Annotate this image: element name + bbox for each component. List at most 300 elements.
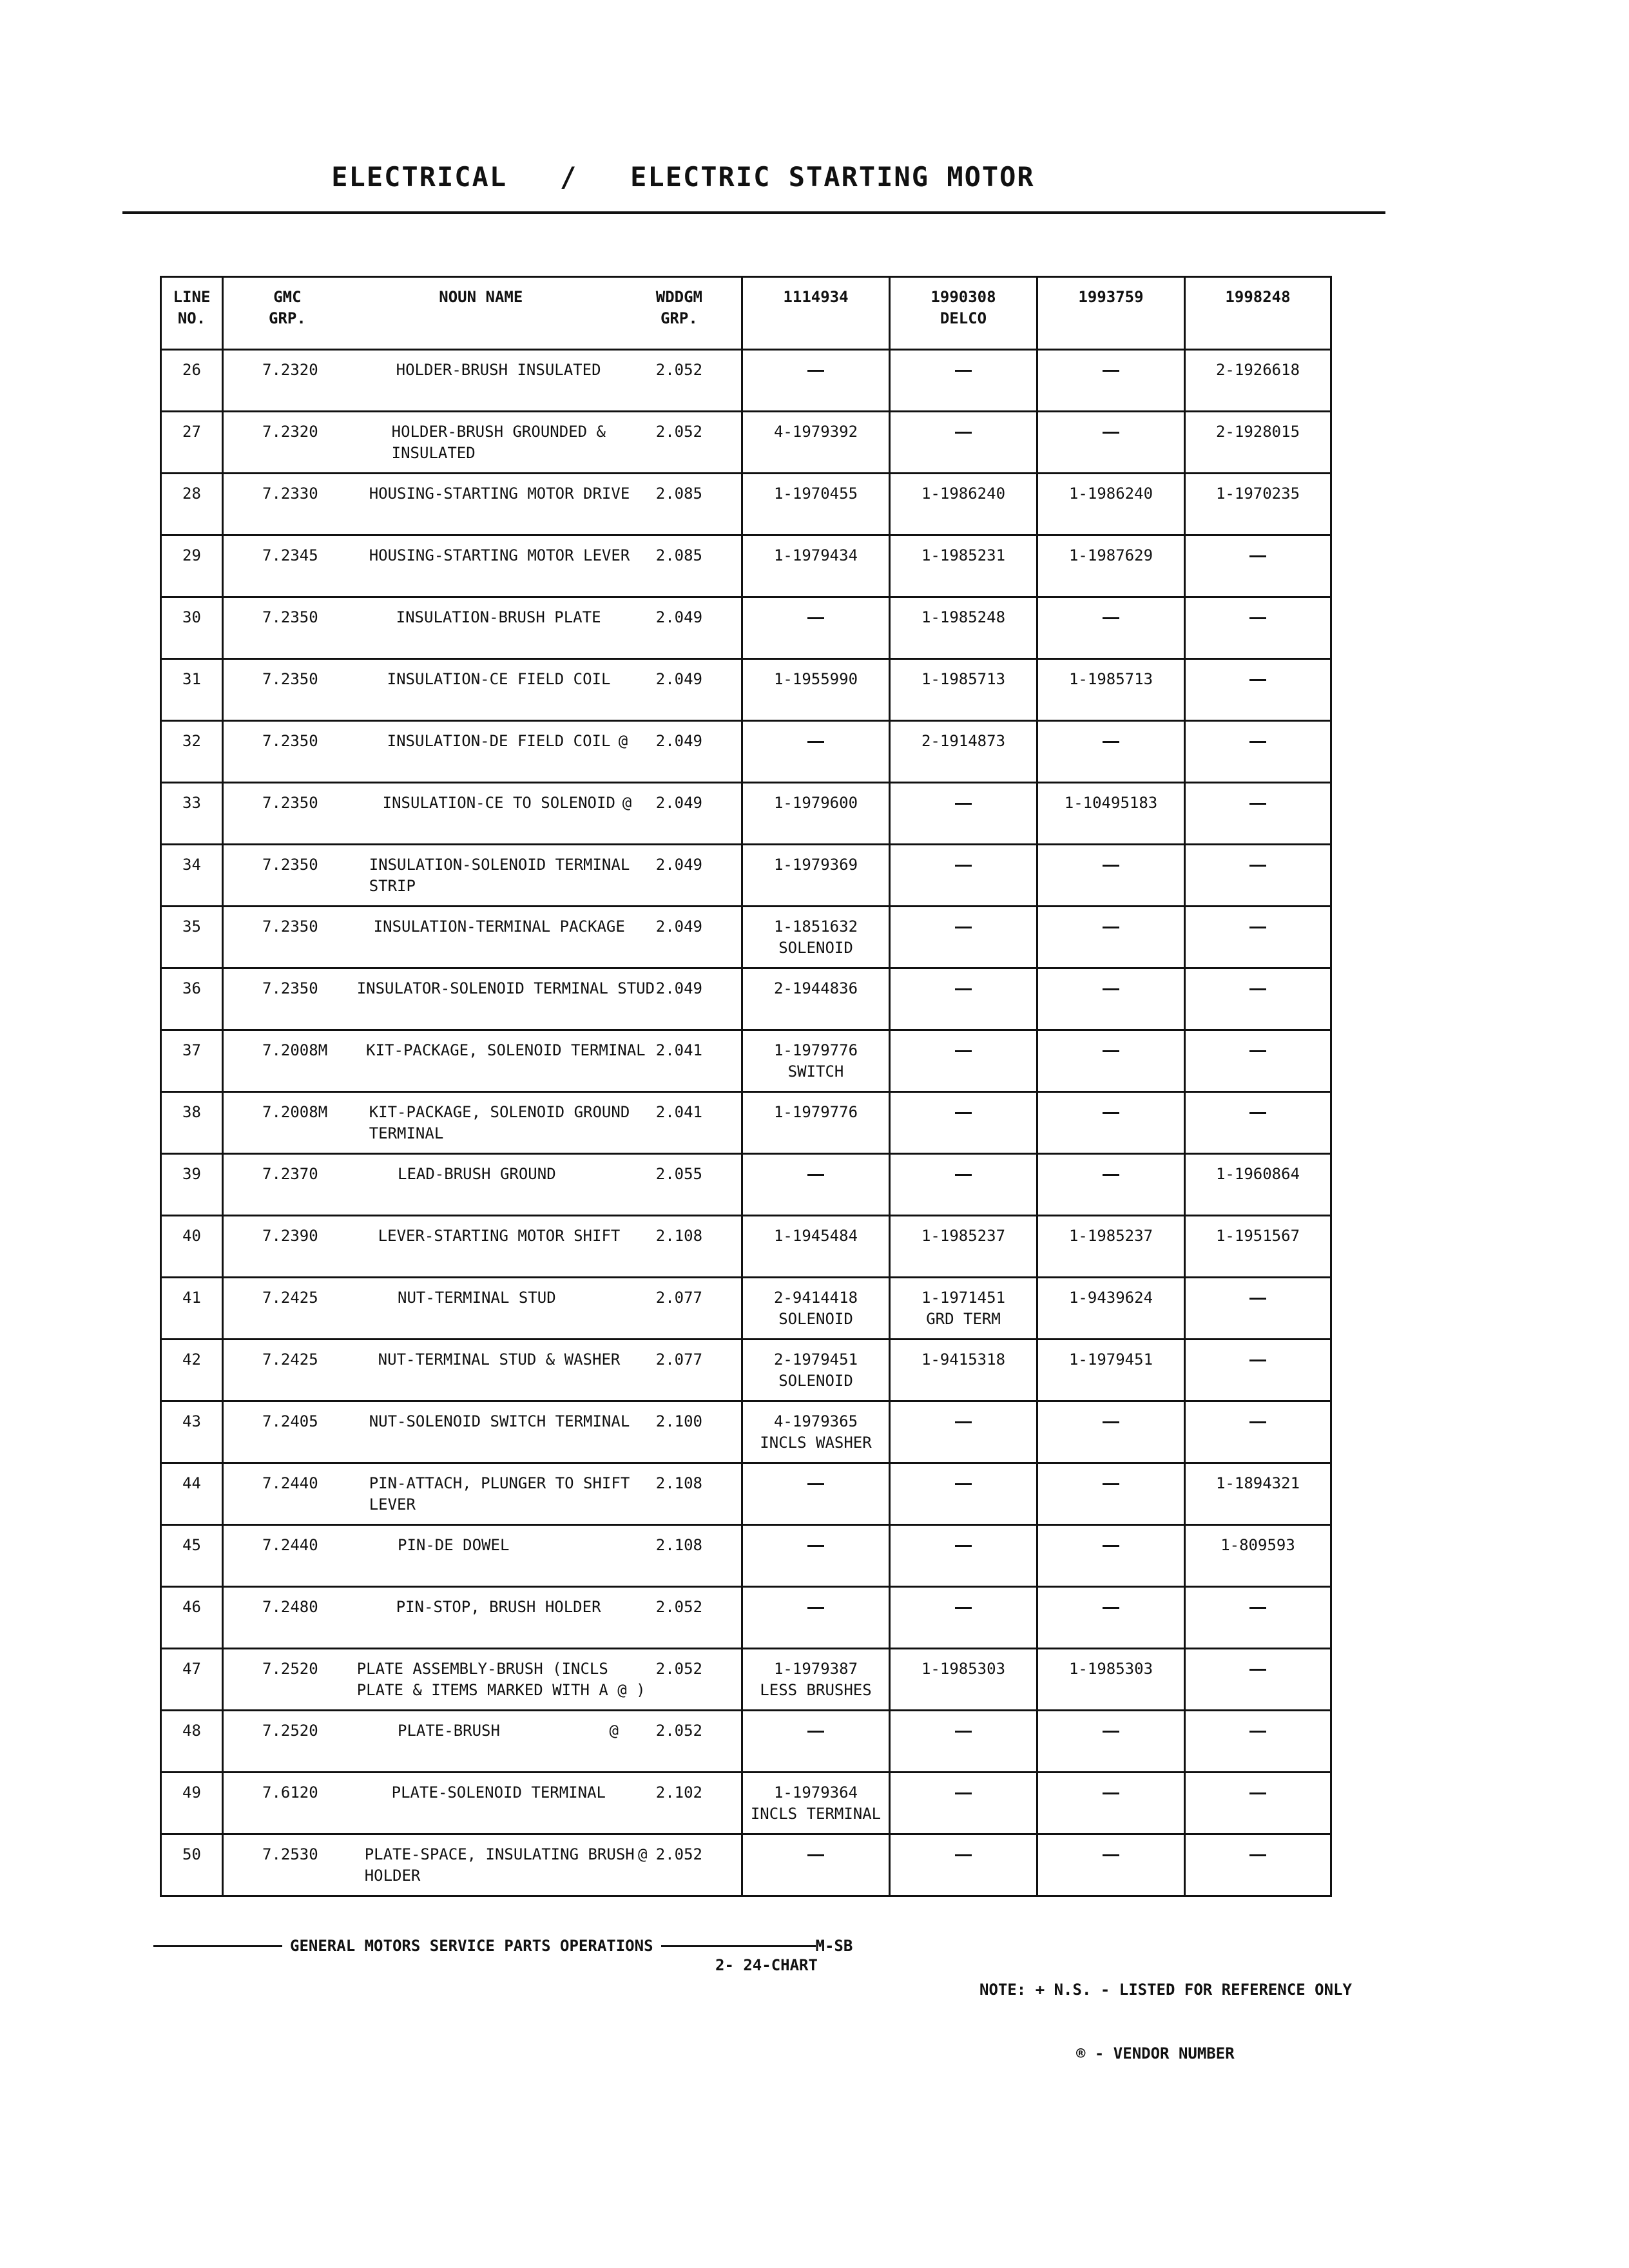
part-number-cell	[742, 1216, 890, 1278]
part-number: 1-10495183	[1064, 794, 1158, 812]
part-number: 1-1985231	[921, 546, 1006, 564]
noun-name	[353, 421, 606, 464]
noun-name	[331, 1411, 630, 1432]
gmc-group-text: 7.2520	[262, 1722, 318, 1740]
noun-name-line: INSULATION-SOLENOID TERMINAL	[369, 856, 630, 874]
part-number-cell	[742, 968, 890, 1030]
wdgm-group	[643, 545, 741, 566]
noun-name	[331, 1102, 630, 1144]
line-number-text: 47	[182, 1660, 201, 1678]
table-row	[161, 597, 1331, 659]
part-description-box	[224, 1535, 741, 1556]
part-number-cell	[890, 1401, 1037, 1463]
gmc-group-text: 7.2350	[262, 732, 318, 750]
noun-name-line: PLATE & ITEMS MARKED WITH A @ )	[356, 1681, 646, 1699]
not-applicable-dash	[1249, 988, 1266, 990]
line-number-text: 33	[182, 794, 201, 812]
part-number-cell	[1037, 1711, 1185, 1773]
wdgm-group-text: 2.052	[655, 361, 703, 379]
noun-name	[349, 731, 611, 752]
not-applicable-dash	[807, 1854, 824, 1856]
line-number	[161, 1649, 223, 1711]
part-description-box	[224, 483, 741, 505]
line-number-text: 29	[182, 546, 201, 564]
part-number: 1-9415318	[921, 1350, 1006, 1369]
table-row	[161, 1278, 1331, 1340]
noun-name-line: INSULATION-TERMINAL PACKAGE	[373, 918, 625, 936]
part-description-box	[224, 1287, 741, 1309]
line-number	[161, 721, 223, 783]
line-number-text: 27	[182, 423, 201, 441]
noun-name	[340, 1225, 621, 1247]
noun-name-line: INSULATION-DE FIELD COIL	[387, 732, 611, 750]
gmc-group-text: 7.2350	[262, 608, 318, 626]
vendor-marker	[599, 1287, 619, 1309]
line-number	[161, 1216, 223, 1278]
noun-name-line: INSULATION-BRUSH PLATE	[396, 608, 601, 626]
line-number	[161, 474, 223, 535]
line-number	[161, 1092, 223, 1154]
part-description-cell	[223, 412, 742, 474]
part-description-cell	[223, 1092, 742, 1154]
gmc-group	[224, 1844, 326, 1887]
part-description-cell	[223, 597, 742, 659]
part-number-cell	[742, 721, 890, 783]
noun-name	[358, 607, 601, 628]
not-applicable-dash	[1249, 1854, 1266, 1856]
part-number-cell	[1037, 659, 1185, 721]
page-title: ELECTRICAL / ELECTRIC STARTING MOTOR	[331, 161, 1035, 193]
part-number-cell	[742, 350, 890, 412]
part-number-cell	[1185, 1154, 1331, 1216]
not-applicable-dash	[807, 1174, 824, 1176]
gmc-group-text: 7.2320	[262, 423, 318, 441]
part-number-cell	[1037, 1092, 1185, 1154]
gmc-group-text: 7.2440	[262, 1536, 318, 1554]
part-number-cell	[1037, 1216, 1185, 1278]
wdgm-group-text: 2.049	[655, 856, 702, 874]
not-applicable-dash	[1249, 927, 1266, 928]
not-applicable-dash	[1249, 1112, 1266, 1114]
part-number-cell	[1185, 1711, 1331, 1773]
part-number-cell	[1185, 1649, 1331, 1711]
wdgm-group	[656, 1658, 741, 1701]
part-number: 1-1894321	[1215, 1474, 1300, 1492]
gmc-group-text: 7.2405	[262, 1412, 318, 1430]
wdgm-group	[643, 1473, 741, 1515]
noun-name	[359, 1164, 599, 1185]
table-row	[161, 1773, 1331, 1834]
table-row	[161, 1030, 1331, 1092]
part-number-cell	[1037, 350, 1185, 412]
not-applicable-dash	[1103, 1050, 1119, 1052]
part-number-cell	[742, 1463, 890, 1525]
vendor-marker-text: @	[638, 1845, 648, 1863]
wdgm-group	[639, 916, 741, 937]
not-applicable-dash	[1103, 1731, 1119, 1733]
header-part-column	[742, 277, 890, 350]
part-description-box	[224, 360, 741, 381]
vendor-marker	[630, 854, 643, 897]
part-number-cell	[890, 1463, 1037, 1525]
table-row	[161, 907, 1331, 968]
part-number-cell	[890, 474, 1037, 535]
line-number	[161, 968, 223, 1030]
part-number-cell	[742, 845, 890, 907]
part-number-cell	[1185, 907, 1331, 968]
line-number	[161, 659, 223, 721]
noun-name	[335, 916, 625, 937]
not-applicable-dash	[955, 1545, 972, 1547]
part-number-cell	[890, 845, 1037, 907]
not-applicable-dash	[1103, 617, 1119, 619]
gmc-group	[224, 1597, 358, 1618]
header-noun-inner	[224, 287, 741, 329]
footer-publisher: GENERAL MOTORS SERVICE PARTS OPERATIONS	[290, 1937, 653, 1955]
part-number-cell	[742, 535, 890, 597]
part-number-cell	[1037, 1463, 1185, 1525]
gmc-group-text: 7.2530	[262, 1845, 318, 1863]
gmc-group	[224, 1102, 331, 1144]
noun-name	[358, 360, 601, 381]
part-number: 1-1955990	[773, 670, 858, 688]
footer-left	[153, 1937, 853, 1955]
not-applicable-dash	[1103, 1483, 1119, 1485]
part-number: 2-1928015	[1215, 423, 1300, 441]
line-number	[161, 1463, 223, 1525]
part-number: 1-1985237	[1068, 1227, 1153, 1245]
header-part-column	[1185, 277, 1331, 350]
gmc-group	[224, 731, 349, 752]
noun-name-line: KIT-PACKAGE, SOLENOID TERMINAL	[366, 1041, 646, 1059]
gmc-group-text: 7.2520	[262, 1660, 318, 1678]
part-description-box	[224, 1349, 741, 1370]
part-description-cell	[223, 1834, 742, 1896]
line-number	[161, 1154, 223, 1216]
part-number: 1-1979364	[773, 1783, 858, 1802]
not-applicable-dash	[1103, 1792, 1119, 1794]
part-description-cell	[223, 474, 742, 535]
not-applicable-dash	[1249, 1792, 1266, 1794]
part-number: 1-1986240	[921, 485, 1006, 503]
vendor-marker	[599, 1535, 619, 1556]
part-number: 1-1987629	[1068, 546, 1153, 564]
noun-name-line: INSULATION-CE FIELD COIL	[387, 670, 611, 688]
noun-name-line: HOUSING-STARTING MOTOR LEVER	[369, 546, 630, 564]
wdgm-group-text: 2.100	[655, 1412, 702, 1430]
header-gmc-grp	[224, 287, 306, 329]
noun-name	[331, 854, 630, 897]
vendor-marker	[610, 731, 628, 752]
not-applicable-dash	[807, 1731, 824, 1733]
noun-name-line: LEAD-BRUSH GROUND	[398, 1165, 556, 1183]
gmc-group-text: 7.2390	[262, 1227, 318, 1245]
noun-name-line: INSULATION-CE TO SOLENOID	[382, 794, 615, 812]
table-row	[161, 721, 1331, 783]
gmc-group	[224, 669, 349, 690]
noun-name-line: PLATE-SPACE, INSULATING BRUSH	[364, 1845, 635, 1863]
part-number: 1-1985237	[921, 1227, 1006, 1245]
part-number: 1-1945484	[773, 1227, 858, 1245]
noun-name	[326, 1844, 635, 1887]
part-number-cell	[890, 1216, 1037, 1278]
part-number: 2-1914873	[921, 732, 1006, 750]
not-applicable-dash	[955, 1112, 972, 1114]
vendor-marker	[630, 1473, 643, 1515]
table-row	[161, 1340, 1331, 1401]
gmc-group	[224, 545, 331, 566]
gmc-group	[224, 1040, 327, 1061]
noun-name-line: HOLDER	[364, 1867, 421, 1885]
part-description-box	[224, 793, 741, 814]
header-part-number: 1990308	[930, 288, 996, 306]
wdgm-group	[628, 731, 741, 752]
gmc-group-text: 7.2008M	[262, 1103, 328, 1121]
wdgm-group	[624, 421, 741, 464]
noun-name-line: NUT-TERMINAL STUD	[398, 1289, 556, 1307]
part-number: 1-1985713	[921, 670, 1006, 688]
wdgm-group-text: 2.049	[655, 670, 702, 688]
part-description-box	[224, 1411, 741, 1432]
part-description-box	[224, 1844, 741, 1887]
header-gmc-text: GMC	[273, 288, 302, 306]
wdgm-group	[628, 669, 741, 690]
not-applicable-dash	[955, 865, 972, 867]
table-row	[161, 659, 1331, 721]
table-row	[161, 474, 1331, 535]
not-applicable-dash	[955, 1731, 972, 1733]
part-number-cell	[890, 1711, 1037, 1773]
table-row	[161, 1216, 1331, 1278]
part-number: 1-1985303	[921, 1660, 1006, 1678]
not-applicable-dash	[1249, 741, 1266, 743]
part-number-cell	[890, 783, 1037, 845]
part-description-cell	[223, 968, 742, 1030]
part-description-box	[224, 1225, 741, 1247]
gmc-group	[224, 978, 318, 999]
part-number: 1-1985248	[921, 608, 1006, 626]
part-number-cell	[1185, 350, 1331, 412]
not-applicable-dash	[1103, 1854, 1119, 1856]
part-description-box	[224, 669, 741, 690]
part-number-cell	[1037, 1834, 1185, 1896]
not-applicable-dash	[1249, 1360, 1266, 1361]
header-row	[161, 277, 1331, 350]
line-number-text: 48	[182, 1722, 201, 1740]
part-number-cell	[1037, 597, 1185, 659]
part-number-cell	[742, 1587, 890, 1649]
part-number-cell	[1037, 1154, 1185, 1216]
part-number-cell	[890, 1834, 1037, 1896]
part-number: 1-1971451	[921, 1289, 1006, 1307]
line-number	[161, 412, 223, 474]
part-description-cell	[223, 535, 742, 597]
not-applicable-dash	[1103, 370, 1119, 372]
not-applicable-dash	[1103, 1112, 1119, 1114]
wdgm-group-text: 2.077	[655, 1289, 702, 1307]
table-row	[161, 845, 1331, 907]
header-gmc-text: GRP.	[269, 309, 306, 327]
noun-name	[344, 793, 615, 814]
noun-name	[358, 1597, 601, 1618]
part-number-cell	[1037, 1278, 1185, 1340]
part-number-cell	[742, 1401, 890, 1463]
not-applicable-dash	[1249, 679, 1266, 681]
part-description-box	[224, 607, 741, 628]
part-number: LESS BRUSHES	[760, 1681, 872, 1699]
footer-rule	[661, 1945, 816, 1947]
wdgm-group-text: 2.041	[655, 1103, 702, 1121]
parts-table	[160, 276, 1332, 1897]
part-number: SOLENOID	[778, 1372, 853, 1390]
part-description-cell	[223, 721, 742, 783]
not-applicable-dash	[1249, 1298, 1266, 1300]
part-number: 1-1960864	[1215, 1165, 1300, 1183]
part-number: 2-1979451	[773, 1350, 858, 1369]
part-number: 1-1985303	[1068, 1660, 1153, 1678]
noun-name-line: PLATE ASSEMBLY-BRUSH (INCLS	[356, 1660, 608, 1678]
table-row	[161, 1587, 1331, 1649]
wdgm-group	[656, 978, 741, 999]
part-number: 1-809593	[1220, 1536, 1295, 1554]
line-number	[161, 597, 223, 659]
wdgm-group-text: 2.108	[655, 1536, 702, 1554]
part-description-cell	[223, 845, 742, 907]
part-description-cell	[223, 1030, 742, 1092]
part-number-cell	[1037, 721, 1185, 783]
part-number: 1-1979369	[773, 856, 858, 874]
part-number: 4-1979392	[773, 423, 858, 441]
not-applicable-dash	[1103, 927, 1119, 928]
wdgm-group-text: 2.052	[655, 423, 702, 441]
table-row	[161, 535, 1331, 597]
part-number-cell	[890, 968, 1037, 1030]
gmc-group	[224, 854, 331, 897]
part-number: GRD TERM	[926, 1310, 1001, 1328]
part-number-cell	[1037, 968, 1185, 1030]
part-number-cell	[890, 412, 1037, 474]
part-number-cell	[1185, 1587, 1331, 1649]
vendor-marker	[620, 1349, 635, 1370]
line-number-text: 37	[182, 1041, 201, 1059]
wdgm-group	[619, 1720, 741, 1742]
footer-note-vendor: ® - VENDOR NUMBER	[1076, 2044, 1235, 2062]
part-number: 1-9439624	[1068, 1289, 1153, 1307]
wdgm-group-text: 2.102	[655, 1783, 702, 1802]
line-number	[161, 1711, 223, 1773]
footer-note-reference: NOTE: + N.S. - LISTED FOR REFERENCE ONLY	[979, 1981, 1352, 1999]
part-number-cell	[1185, 412, 1331, 474]
vendor-marker-text: @	[609, 1722, 619, 1740]
gmc-group-text: 7.2320	[262, 361, 318, 379]
header-noun-group	[223, 277, 742, 350]
noun-name	[359, 1287, 599, 1309]
wdgm-group	[643, 1411, 741, 1432]
vendor-marker	[601, 360, 621, 381]
gmc-group	[224, 1782, 353, 1803]
line-number-text: 26	[182, 361, 201, 379]
line-number-text: 45	[182, 1536, 201, 1554]
part-description-cell	[223, 783, 742, 845]
gmc-group-text: 7.2425	[262, 1350, 318, 1369]
wdgm-group-text: 2.052	[655, 1845, 702, 1863]
wdgm-group	[635, 1349, 741, 1370]
not-applicable-dash	[807, 1607, 824, 1609]
wdgm-group	[619, 1535, 741, 1556]
not-applicable-dash	[955, 370, 972, 372]
wdgm-group	[643, 483, 741, 505]
wdgm-group-text: 2.085	[655, 546, 702, 564]
part-number-cell	[1037, 1649, 1185, 1711]
gmc-group	[224, 607, 358, 628]
not-applicable-dash	[1103, 741, 1119, 743]
part-number-cell	[1185, 1030, 1331, 1092]
part-number-cell	[890, 1587, 1037, 1649]
line-number-text: 31	[182, 670, 201, 688]
wdgm-group	[620, 1597, 741, 1618]
part-number-cell	[890, 597, 1037, 659]
not-applicable-dash	[1249, 803, 1266, 805]
part-number: 1-1851632	[773, 918, 858, 936]
part-number-cell	[890, 1773, 1037, 1834]
part-description-cell	[223, 1525, 742, 1587]
noun-name	[359, 1720, 599, 1742]
part-number-cell	[1037, 1773, 1185, 1834]
noun-name	[331, 545, 630, 566]
header-part-number: 1114934	[783, 288, 849, 306]
footer-notes	[979, 1937, 1352, 2086]
part-number: 1-1979776	[773, 1041, 858, 1059]
part-number-cell	[742, 1773, 890, 1834]
part-number-cell	[1037, 474, 1185, 535]
not-applicable-dash	[1103, 1607, 1119, 1609]
gmc-group-text: 7.2330	[262, 485, 318, 503]
header-line-no-text: NO.	[177, 309, 206, 327]
vendor-marker	[601, 607, 621, 628]
vendor-marker	[606, 1782, 624, 1803]
part-number-cell	[1037, 535, 1185, 597]
not-applicable-dash	[1249, 617, 1266, 619]
line-number-text: 49	[182, 1783, 201, 1802]
part-number-cell	[1037, 412, 1185, 474]
not-applicable-dash	[1249, 1669, 1266, 1671]
part-number-cell	[1037, 845, 1185, 907]
noun-name-line: NUT-SOLENOID SWITCH TERMINAL	[369, 1412, 630, 1430]
part-number: 1-1986240	[1068, 485, 1153, 503]
part-number: 1-1979387	[773, 1660, 858, 1678]
not-applicable-dash	[1103, 865, 1119, 867]
noun-name-line: TERMINAL	[369, 1124, 444, 1142]
gmc-group	[224, 483, 331, 505]
wdgm-group	[643, 1102, 741, 1144]
noun-name-line: INSULATED	[391, 444, 476, 462]
part-number-cell	[742, 1278, 890, 1340]
part-number-cell	[742, 412, 890, 474]
vendor-marker	[635, 1844, 648, 1887]
table-row	[161, 783, 1331, 845]
part-number: 1-1979434	[773, 546, 858, 564]
table-row	[161, 968, 1331, 1030]
line-number-text: 42	[182, 1350, 201, 1369]
part-number-cell	[742, 1711, 890, 1773]
gmc-group	[224, 1164, 359, 1185]
gmc-group-text: 7.2370	[262, 1165, 318, 1183]
line-number	[161, 1401, 223, 1463]
part-number-cell	[1185, 845, 1331, 907]
line-number-text: 39	[182, 1165, 201, 1183]
table-row	[161, 1525, 1331, 1587]
line-number-text: 46	[182, 1598, 201, 1616]
